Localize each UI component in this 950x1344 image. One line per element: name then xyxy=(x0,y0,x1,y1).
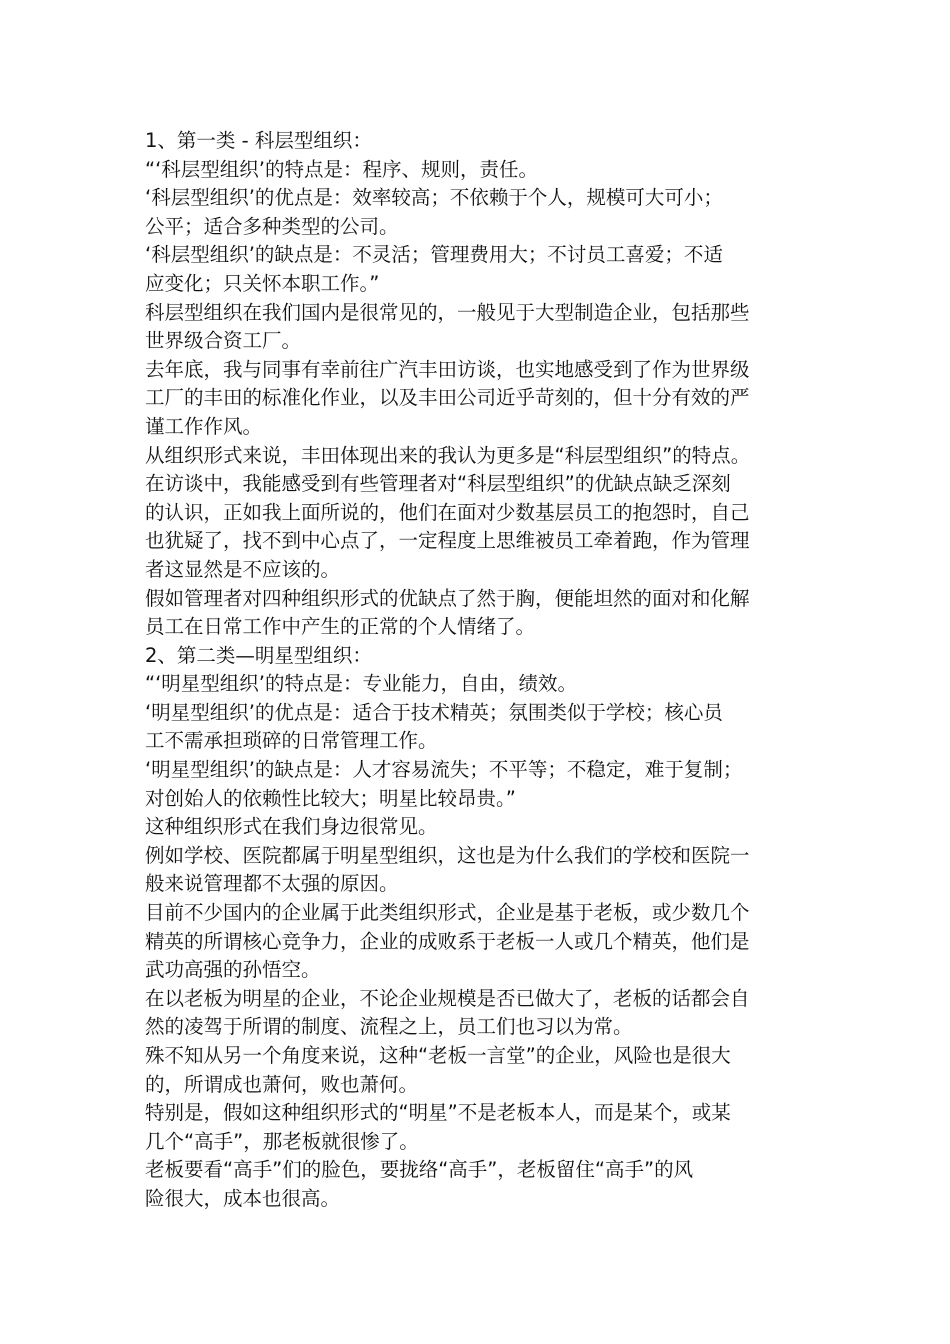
text-line: 1、第一类 - 科层型组织： xyxy=(145,129,372,152)
text-line: 险很大，成本也很高。 xyxy=(145,1186,341,1210)
text-line: 例如学校、医院都属于明星型组织，这也是为什么我们的学校和医院一 xyxy=(145,843,750,867)
text-line: 世界级合资工厂。 xyxy=(145,329,302,353)
text-line: 武功高强的孙悟空。 xyxy=(145,958,321,982)
text-line: 这种组织形式在我们身边很常见。 xyxy=(145,815,438,839)
text-line: ‘科层型组织’的缺点是：不灵活；管理费用大；不讨员工喜爱；不适 xyxy=(145,243,723,267)
document-body xyxy=(145,127,805,1214)
text-line: 老板要看“高手”们的脸色，要拢络“高手”，老板留住“高手”的风 xyxy=(145,1158,694,1182)
text-line: 特别是，假如这种组织形式的“明星”不是老板本人，而是某个，或某 xyxy=(145,1101,731,1125)
text-line: 科层型组织在我们国内是很常见的，一般见于大型制造企业，包括那些 xyxy=(145,300,750,324)
text-line: ‘明星型组织’的缺点是：人才容易流失；不平等；不稳定，难于复制； xyxy=(145,758,743,782)
text-line: 对创始人的依赖性比较大；明星比较昂贵。” xyxy=(145,786,516,810)
text-line: 也犹疑了，找不到中心点了，一定程度上思维被员工牵着跑，作为管理 xyxy=(145,529,750,553)
text-line: 的认识，正如我上面所说的，他们在面对少数基层员工的抱怨时，自己 xyxy=(145,500,750,524)
text-line: 假如管理者对四种组织形式的优缺点了然于胸，便能坦然的面对和化解 xyxy=(145,586,750,610)
text-line: 殊不知从另一个角度来说，这种“老板一言堂”的企业，风险也是很大 xyxy=(145,1044,731,1067)
text-line: 员工在日常工作中产生的正常的个人情绪了。 xyxy=(145,615,536,639)
text-line: “‘科层型组织’的特点是：程序、规则，责任。 xyxy=(145,157,538,181)
text-line: 应变化；只关怀本职工作。” xyxy=(145,271,380,295)
text-line: ‘明星型组织’的优点是：适合于技术精英；氛围类似于学校；核心员 xyxy=(145,700,723,724)
text-line: 般来说管理都不太强的原因。 xyxy=(145,872,399,896)
text-line: 的，所谓成也萧何，败也萧何。 xyxy=(145,1072,419,1096)
text-line: 在以老板为明星的企业，不论企业规模是否已做大了，老板的话都会自 xyxy=(145,986,750,1010)
text-line: 去年底，我与同事有幸前往广汽丰田访谈，也实地感受到了作为世界级 xyxy=(145,357,750,381)
text-line: 者这显然是不应该的。 xyxy=(145,557,341,581)
text-line: ‘科层型组织’的优点是：效率较高；不依赖于个人，规模可大可小； xyxy=(145,186,723,210)
text-line: 工不需承担琐碎的日常管理工作。 xyxy=(145,729,438,753)
text-line: 从组织形式来说，丰田体现出来的我认为更多是“科层型组织”的特点。 xyxy=(145,443,751,467)
text-line: 谨工作作风。 xyxy=(145,414,263,438)
text-line: 目前不少国内的企业属于此类组织形式，企业是基于老板，或少数几个 xyxy=(145,901,750,925)
text-line: 然的凌驾于所谓的制度、流程之上，员工们也习以为常。 xyxy=(145,1015,633,1039)
text-line: 几个“高手”，那老板就很惨了。 xyxy=(145,1129,419,1153)
text-line: 在访谈中，我能感受到有些管理者对“科层型组织”的优缺点缺乏深刻 xyxy=(145,472,731,496)
text-line: 2、第二类—明星型组织： xyxy=(145,643,372,667)
text-line: 公平；适合多种类型的公司。 xyxy=(145,214,399,238)
text-line: 工厂的丰田的标准化作业，以及丰田公司近乎苛刻的，但十分有效的严 xyxy=(145,386,750,410)
text-line: 精英的所谓核心竞争力，企业的成败系于老板一人或几个精英，他们是 xyxy=(145,929,750,953)
text-line: “‘明星型组织’的特点是：专业能力，自由，绩效。 xyxy=(145,672,577,696)
